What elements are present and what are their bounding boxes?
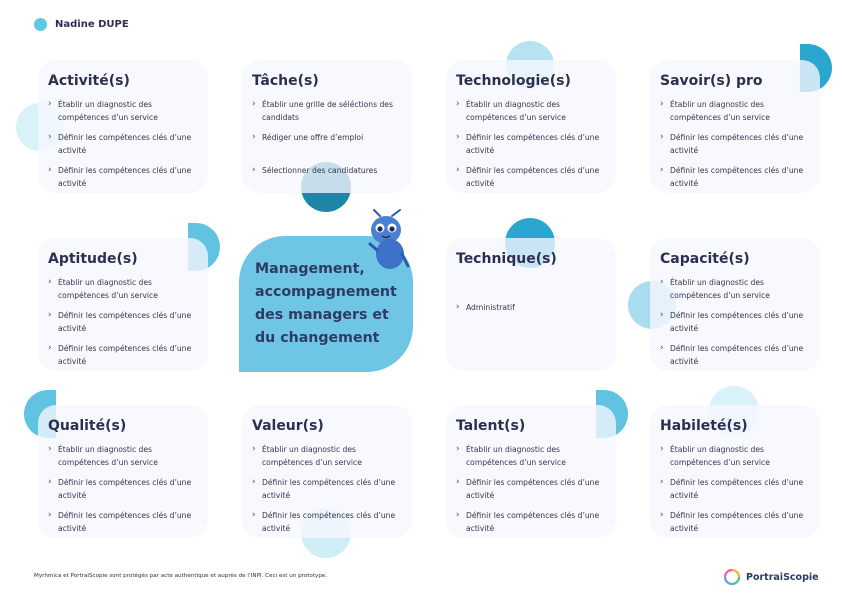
brand-logo[interactable]: [724, 569, 819, 585]
card-t-che-s[interactable]: [242, 60, 412, 193]
list-item-label: Définir les compétences clés d’une activité: [670, 344, 804, 366]
list-item-label: Définir les compétences clés d’une activité: [58, 344, 192, 366]
list-item[interactable]: [48, 131, 198, 157]
card-title: Technique(s): [456, 251, 557, 267]
card-title: Capacité(s): [660, 251, 750, 267]
chevron-right-icon: ›: [252, 510, 256, 520]
card-qualit-s[interactable]: [38, 405, 208, 538]
list-item-label: Définir les compétences clés d’une activité: [670, 133, 804, 155]
chevron-right-icon: ›: [456, 302, 460, 312]
chevron-right-icon: ›: [48, 444, 52, 454]
chevron-right-icon: ›: [252, 165, 256, 175]
list-item-label: Établir un diagnostic des compétences d’un service: [670, 278, 770, 300]
list-item[interactable]: [48, 509, 198, 535]
chevron-right-icon: ›: [48, 277, 52, 287]
list-item-label: Établir un diagnostic des compétences d’un service: [58, 445, 158, 467]
list-item[interactable]: [48, 476, 198, 502]
chevron-right-icon: ›: [48, 477, 52, 487]
list-item[interactable]: [660, 342, 810, 368]
card-item-list: [252, 98, 402, 190]
chevron-right-icon: ›: [456, 510, 460, 520]
list-item-label: Définir les compétences clés d’une activité: [262, 511, 396, 533]
chevron-right-icon: ›: [456, 132, 460, 142]
chevron-right-icon: ›: [660, 444, 664, 454]
list-item-label: Établir un diagnostic des compétences d’un service: [58, 278, 158, 300]
card-title: Technologie(s): [456, 73, 571, 89]
chevron-right-icon: ›: [456, 99, 460, 109]
chevron-right-icon: ›: [252, 477, 256, 487]
card-title: Habileté(s): [660, 418, 748, 434]
list-item[interactable]: [252, 476, 402, 502]
list-item-label: Définir les compétences clés d’une activité: [58, 311, 192, 333]
list-item-label: Établir un diagnostic des compétences d’un service: [670, 445, 770, 467]
chevron-right-icon: ›: [48, 343, 52, 353]
chevron-right-icon: ›: [48, 165, 52, 175]
list-item-label: Définir les compétences clés d’une activité: [466, 478, 600, 500]
list-item[interactable]: [48, 443, 198, 469]
card-valeur-s[interactable]: [242, 405, 412, 538]
ant-mascot-icon: [360, 208, 412, 272]
chevron-right-icon: ›: [660, 277, 664, 287]
list-item[interactable]: [48, 98, 198, 124]
chevron-right-icon: ›: [48, 99, 52, 109]
list-item-label: Définir les compétences clés d’une activité: [670, 478, 804, 500]
card-capacit-s[interactable]: [650, 238, 820, 371]
card-title: Aptitude(s): [48, 251, 138, 267]
list-item-label: Établir un diagnostic des compétences d’un service: [58, 100, 158, 122]
list-item-label: Définir les compétences clés d’une activité: [466, 166, 600, 188]
card-activit-s[interactable]: [38, 60, 208, 193]
card-title: Qualité(s): [48, 418, 127, 434]
list-item[interactable]: [48, 276, 198, 302]
list-item-label: Établir un diagnostic des compétences d’un service: [466, 445, 566, 467]
list-item[interactable]: [252, 509, 402, 535]
list-item-label: Définir les compétences clés d’une activité: [670, 511, 804, 533]
list-item[interactable]: [660, 131, 810, 157]
list-item-label: Établir un diagnostic des compétences d’un service: [262, 445, 362, 467]
chevron-right-icon: ›: [660, 510, 664, 520]
card-title: Activité(s): [48, 73, 130, 89]
list-item[interactable]: [456, 476, 606, 502]
user-avatar-dot: [34, 18, 47, 31]
card-title: Talent(s): [456, 418, 526, 434]
card-aptitude-s[interactable]: [38, 238, 208, 371]
chevron-right-icon: ›: [48, 510, 52, 520]
list-item-label: Définir les compétences clés d’une activité: [670, 311, 804, 333]
card-item-list: [660, 443, 810, 535]
chevron-right-icon: ›: [252, 132, 256, 142]
list-item-label: Définir les compétences clés d’une activité: [58, 166, 192, 188]
card-talent-s[interactable]: [446, 405, 616, 538]
card-item-list: [48, 443, 198, 535]
list-item-label: Établir un diagnostic des compétences d’un service: [670, 100, 770, 122]
list-item[interactable]: [660, 309, 810, 335]
brand-name: PortraiScopie: [746, 571, 819, 583]
card-title: Tâche(s): [252, 73, 319, 89]
chevron-right-icon: ›: [660, 477, 664, 487]
card-item-list: [456, 301, 606, 327]
list-item[interactable]: [660, 276, 810, 302]
list-item[interactable]: [660, 98, 810, 124]
chevron-right-icon: ›: [48, 132, 52, 142]
list-item-label: Définir les compétences clés d’une activité: [466, 511, 600, 533]
list-item[interactable]: [48, 164, 198, 190]
portraiscopie-logo-icon: [724, 569, 740, 585]
card-item-list: [252, 443, 402, 535]
list-item-label: Administratif: [466, 303, 515, 312]
card-item-list: [456, 443, 606, 535]
card-item-list: [48, 276, 198, 368]
card-technique-s[interactable]: [446, 238, 616, 371]
chevron-right-icon: ›: [48, 310, 52, 320]
card-technologie-s[interactable]: [446, 60, 616, 193]
card-item-list: [660, 98, 810, 190]
list-item-label: Définir les compétences clés d’une activité: [670, 166, 804, 188]
list-item[interactable]: [660, 443, 810, 469]
chevron-right-icon: ›: [456, 477, 460, 487]
chevron-right-icon: ›: [660, 132, 664, 142]
list-item[interactable]: [456, 509, 606, 535]
card-item-list: [456, 98, 606, 190]
card-title: Savoir(s) pro: [660, 73, 763, 89]
chevron-right-icon: ›: [660, 99, 664, 109]
user-name: Nadine DUPE: [55, 19, 129, 30]
list-item[interactable]: [456, 301, 606, 327]
list-item-label: Définir les compétences clés d’une activité: [58, 511, 192, 533]
list-item[interactable]: [660, 509, 810, 535]
list-item[interactable]: [48, 342, 198, 368]
list-item[interactable]: [252, 443, 402, 469]
list-item-label: Définir les compétences clés d’une activité: [466, 133, 600, 155]
list-item-label: Définir les compétences clés d’une activité: [58, 133, 192, 155]
list-item-label: Établir une grille de séléctions des candidats: [262, 100, 393, 122]
list-item-label: Définir les compétences clés d’une activité: [262, 478, 396, 500]
list-item-label: Définir les compétences clés d’une activité: [58, 478, 192, 500]
list-item[interactable]: [252, 164, 402, 190]
list-item[interactable]: [456, 131, 606, 157]
user-header: [34, 18, 129, 31]
list-item-label: Sélectionner des candidatures: [262, 166, 378, 175]
card-title: Valeur(s): [252, 418, 324, 434]
chevron-right-icon: ›: [252, 99, 256, 109]
legal-notice: Myrhmica et PortraiScopie sont protégés par acte authentique et auprès de l’INPI. Ceci est un prototype.: [34, 573, 328, 579]
list-item[interactable]: [48, 309, 198, 335]
chevron-right-icon: ›: [456, 444, 460, 454]
list-item-label: Rédiger une offre d’emploi: [262, 133, 364, 142]
center-card-title: Management, accompagnement des managers et du changement: [255, 261, 397, 346]
chevron-right-icon: ›: [456, 165, 460, 175]
chevron-right-icon: ›: [660, 343, 664, 353]
chevron-right-icon: ›: [660, 165, 664, 175]
card-habilet-s[interactable]: [650, 405, 820, 538]
list-item[interactable]: [660, 164, 810, 190]
list-item[interactable]: [252, 131, 402, 157]
list-item[interactable]: [456, 98, 606, 124]
list-item[interactable]: [252, 98, 402, 124]
list-item-label: Établir un diagnostic des compétences d’un service: [466, 100, 566, 122]
list-item[interactable]: [456, 443, 606, 469]
card-item-list: [660, 276, 810, 368]
card-savoir-s-pro[interactable]: [650, 60, 820, 193]
chevron-right-icon: ›: [660, 310, 664, 320]
list-item[interactable]: [660, 476, 810, 502]
list-item[interactable]: [456, 164, 606, 190]
chevron-right-icon: ›: [252, 444, 256, 454]
card-item-list: [48, 98, 198, 190]
